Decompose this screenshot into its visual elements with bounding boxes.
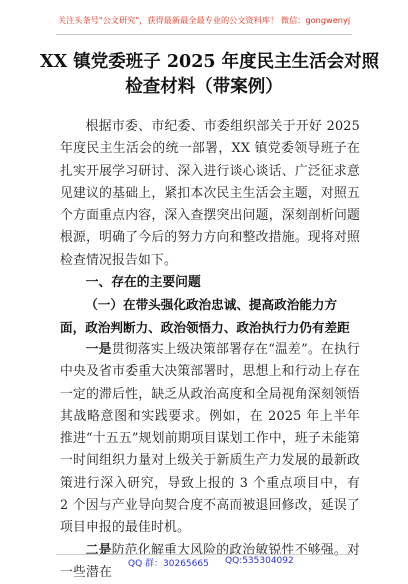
intro-paragraph: 根据市委、市纪委、市委组织部关于开好 2025 年度民主生活会的统一部署，XX 镇党委领导班子在扎实开展学习研讨、深入进行谈心谈话、广泛征求意见建议的基础上，紧扣本次民主生活会主题，对照五个方面重点内容，深入查摆突出问题，深刻剖析问题根源，明确了今后的努力方向和整改措施。现将对照检查情况报告如下。 xyxy=(60,119,360,268)
title-line-1: XX 镇党委班子 2025 年度民主生活会对照 xyxy=(40,52,380,72)
document-title xyxy=(40,50,380,100)
paragraph-1 xyxy=(60,339,360,540)
document-body xyxy=(60,116,360,584)
footer xyxy=(0,554,408,572)
paragraph-2-text: 防范化解重大风险的政治敏锐性不够强。对一些潜在 xyxy=(60,542,360,580)
section-heading: 一、存在的主要问题 xyxy=(85,275,201,291)
footer-qq-group: QQ 群：30265665 xyxy=(128,559,209,569)
footer-qq-number: QQ:535304092 xyxy=(225,556,294,566)
paragraph-2-lead: 二是 xyxy=(85,542,112,558)
subsection-heading: （一）在带头强化政治忠诚、提高政治能力方面，政治判断力、政治领悟力、政治执行力仍有差距 xyxy=(60,297,350,335)
paragraph-1-text: 贯彻落实上级决策部署存在“温差”。在执行中央及省市委重大决策部署时，思想上和行动上存在一定的滞后性，缺乏从政治高度和全局视角深刻领悟其战略意图和实践要求。例如，在 2025 年上半年推进“十五五”规划前期项目谋划工作中，班子未能第一时间组织力量对上级关于新质生产力发展的最新政策进行深入研究，导致上报的 3 个重点项目中，有 2 个因与产业导向契合度不高而被退回修改，延误了项目申报的最佳时机。 xyxy=(60,341,360,536)
header-divider xyxy=(56,34,352,35)
title-line-2: 检查材料（带案例） xyxy=(125,77,283,97)
paragraph-1-lead: 一是 xyxy=(85,341,112,357)
header-banner: 关注头条号"公文研究"，获得最新最全最专业的公文资料库！ 微信：gongwenyj xyxy=(57,15,351,25)
